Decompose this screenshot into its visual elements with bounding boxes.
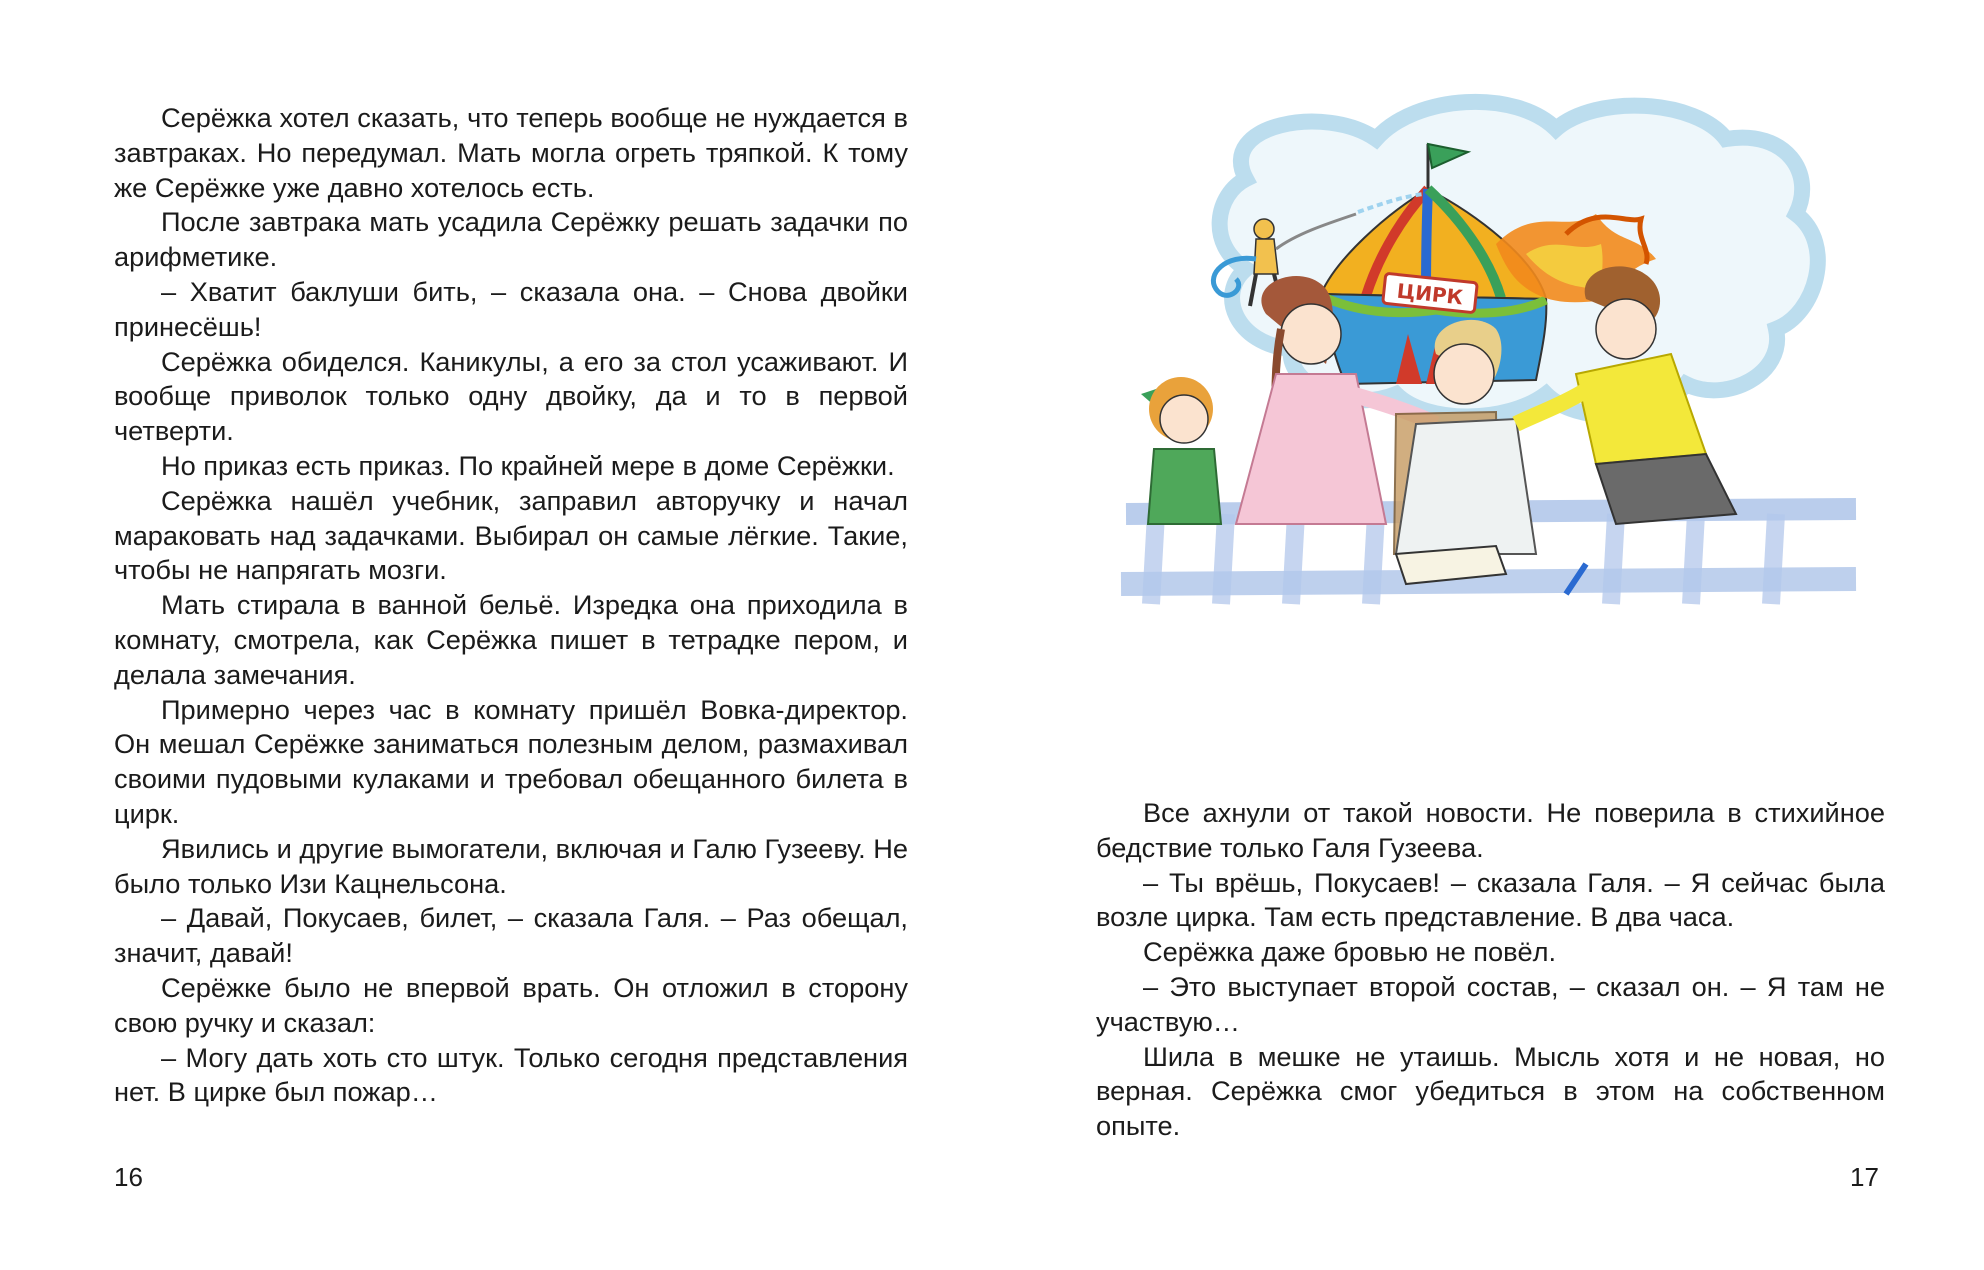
page-number-right: 17	[1850, 1162, 1879, 1192]
left-page-text	[114, 101, 908, 1110]
paragraph: Серёжка нашёл учебник, заправил авторучку и начал мараковать над задачками. Выбирал он самые лёгкие. Такие, чтобы не напрягать мозги.	[114, 484, 908, 586]
paragraph: Серёжка обиделся. Каникулы, а его за стол усаживают. И вообще приволок только одну двойку, да и то в первой четверти.	[114, 345, 908, 447]
paragraph: – Хватит баклуши бить, – сказала она. – Снова двойки принесёшь!	[114, 275, 908, 342]
right-page	[992, 0, 1984, 1270]
paragraph: Все ахнули от такой новости. Не поверила в стихийное бедствие только Галя Гузеева.	[1096, 797, 1885, 863]
illustration	[1096, 84, 1885, 784]
paragraph: Но приказ есть приказ. По крайней мере в доме Серёжки.	[161, 449, 895, 481]
paragraph: – Ты врёшь, Покусаев! – сказала Галя. – Я сейчас была возле цирка. Там есть представление. В два часа.	[1096, 866, 1885, 933]
paragraph: – Давай, Покусаев, билет, – сказала Галя. – Раз обещал, значит, давай!	[114, 902, 908, 969]
paragraph: Серёжка даже бровью не повёл.	[1143, 936, 1557, 968]
paragraph: Серёжке было не впервой врать. Он отложил в сторону свою ручку и сказал:	[114, 971, 908, 1038]
paragraph: – Это выступает второй состав, – сказал он. – Я там не участвую…	[1096, 970, 1885, 1037]
paragraph: После завтрака мать усадила Серёжку решать задачки по арифметике.	[114, 206, 908, 273]
right-page-text	[1096, 796, 1885, 1144]
tent-sign: ЦИРК	[1395, 278, 1465, 310]
paragraph: Мать стирала в ванной бельё. Изредка она приходила в комнату, смотрела, как Серёжка пишет в тетрадке пером, и делала замечания.	[114, 589, 908, 690]
paragraph: Шила в мешке не утаишь. Мысль хотя и не новая, но верная. Серёжка смог убедиться в этом на собственном опыте.	[1096, 1040, 1885, 1142]
paragraph: Серёжка хотел сказать, что теперь вообще не нуждается в завтраках. Но передумал. Мать могла огреть тряпкой. К тому же Серёжке уже давно хотелось есть.	[114, 102, 908, 203]
small-girl-image	[1141, 377, 1221, 524]
paragraph: Явились и другие вымогатели, включая и Галю Гузееву. Не было только Изи Кацнельсона.	[114, 832, 908, 899]
paragraph: – Могу дать хоть сто штук. Только сегодня представления нет. В цирке был пожар…	[114, 1041, 908, 1108]
paragraph: Примерно через час в комнату пришёл Вовка-директор. Он мешал Серёжке заниматься полезным делом, размахивал своими пудовыми кулаками и требовал обещанного билета в цирк.	[114, 693, 908, 829]
page-number-left: 16	[114, 1162, 143, 1192]
